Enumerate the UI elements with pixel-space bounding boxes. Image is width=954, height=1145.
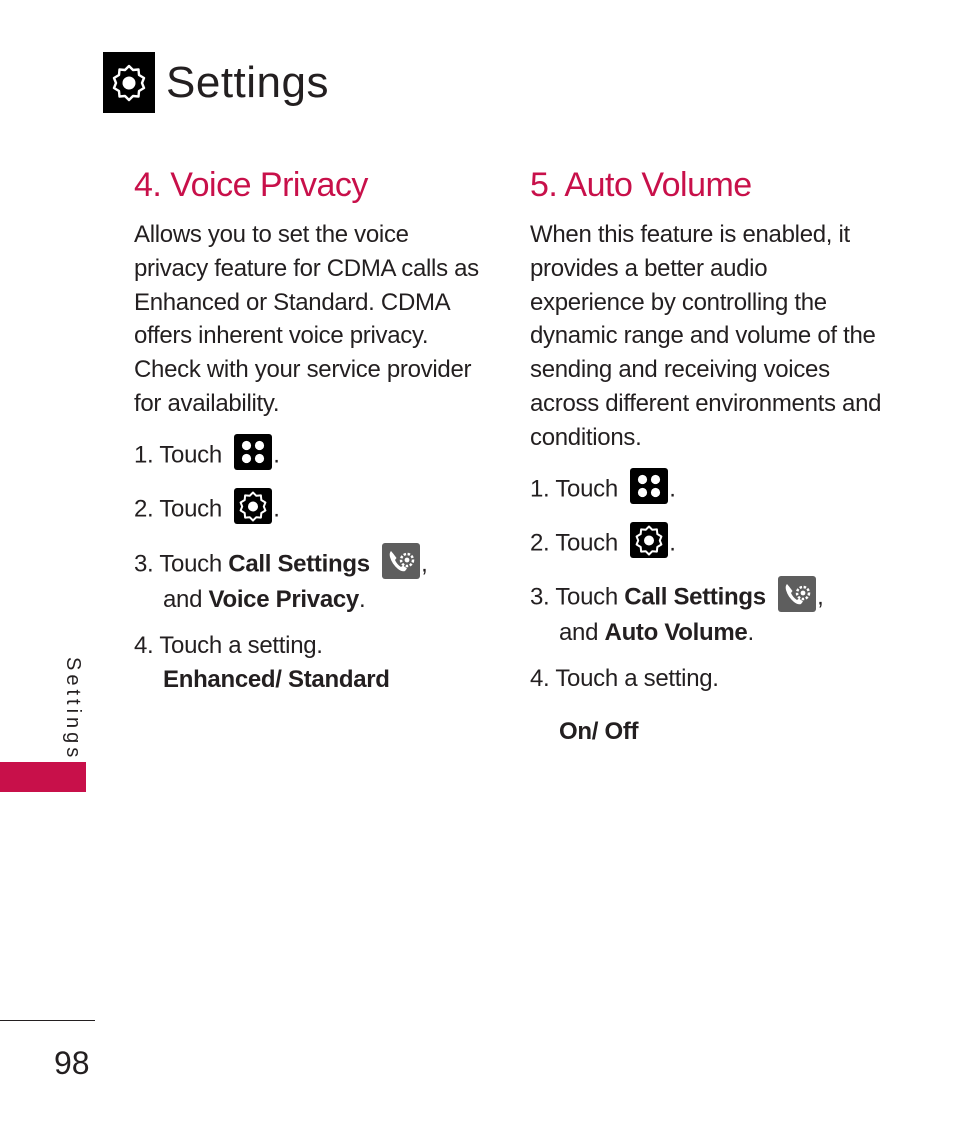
auto-volume-step-2: 2. Touch .	[530, 526, 676, 562]
step-text: 3. Touch	[530, 583, 618, 611]
page-number: 98	[54, 1045, 90, 1081]
step-text: 4. Touch a setting.	[134, 632, 323, 659]
voice-privacy-step-4	[134, 629, 323, 663]
step-text: 1. Touch	[134, 441, 222, 469]
settings-header-gear-icon	[103, 52, 155, 113]
voice-privacy-options[interactable]: Enhanced/ Standard	[163, 666, 390, 693]
side-tab-label: Settings	[62, 657, 84, 762]
voice-privacy-label: Voice Privacy	[208, 586, 359, 613]
section-title-voice-privacy: 4. Voice Privacy	[134, 166, 368, 204]
step-text: 4. Touch a setting.	[530, 665, 719, 692]
auto-volume-options[interactable]: On/ Off	[559, 718, 639, 745]
voice-privacy-step-1: 1. Touch .	[134, 438, 280, 474]
gear-icon[interactable]	[630, 522, 668, 558]
step-text: 2. Touch	[134, 495, 222, 523]
step-text: 1. Touch	[530, 475, 618, 503]
side-tab-marker	[0, 762, 86, 792]
voice-privacy-step-3: 3. Touch Call Settings , and Voice Privacy.	[134, 547, 428, 617]
voice-privacy-description: Allows you to set the voice privacy feature for CDMA calls as Enhanced or Standard. CDMA offers inherent voice privacy. Check with your service provider for availability.	[134, 221, 479, 417]
step-text: 3. Touch	[134, 550, 222, 578]
step-text: 2. Touch	[530, 529, 618, 557]
auto-volume-step-3: 3. Touch Call Settings , and Auto Volume.	[530, 580, 824, 650]
gear-icon	[107, 61, 151, 105]
call-settings-label: Call Settings	[228, 550, 370, 578]
page-title: Settings	[166, 58, 329, 107]
gear-icon[interactable]	[234, 488, 272, 524]
apps-grid-icon[interactable]	[630, 468, 668, 504]
and-text: and	[559, 619, 599, 646]
auto-volume-description: When this feature is enabled, it provides a better audio experience by controlling the dynamic range and volume of the sending and receiving voices across different environments and conditions.	[530, 221, 882, 451]
auto-volume-step-4	[530, 662, 719, 696]
voice-privacy-step-2: 2. Touch .	[134, 492, 280, 528]
auto-volume-step-1: 1. Touch .	[530, 472, 676, 508]
call-settings-icon[interactable]	[778, 576, 816, 612]
footer-divider	[0, 1020, 95, 1021]
and-text: and	[163, 586, 203, 613]
section-title-auto-volume: 5. Auto Volume	[530, 166, 752, 204]
call-settings-label: Call Settings	[624, 583, 766, 611]
apps-grid-icon[interactable]	[234, 434, 272, 470]
call-settings-icon[interactable]	[382, 543, 420, 579]
auto-volume-label: Auto Volume	[604, 619, 748, 646]
